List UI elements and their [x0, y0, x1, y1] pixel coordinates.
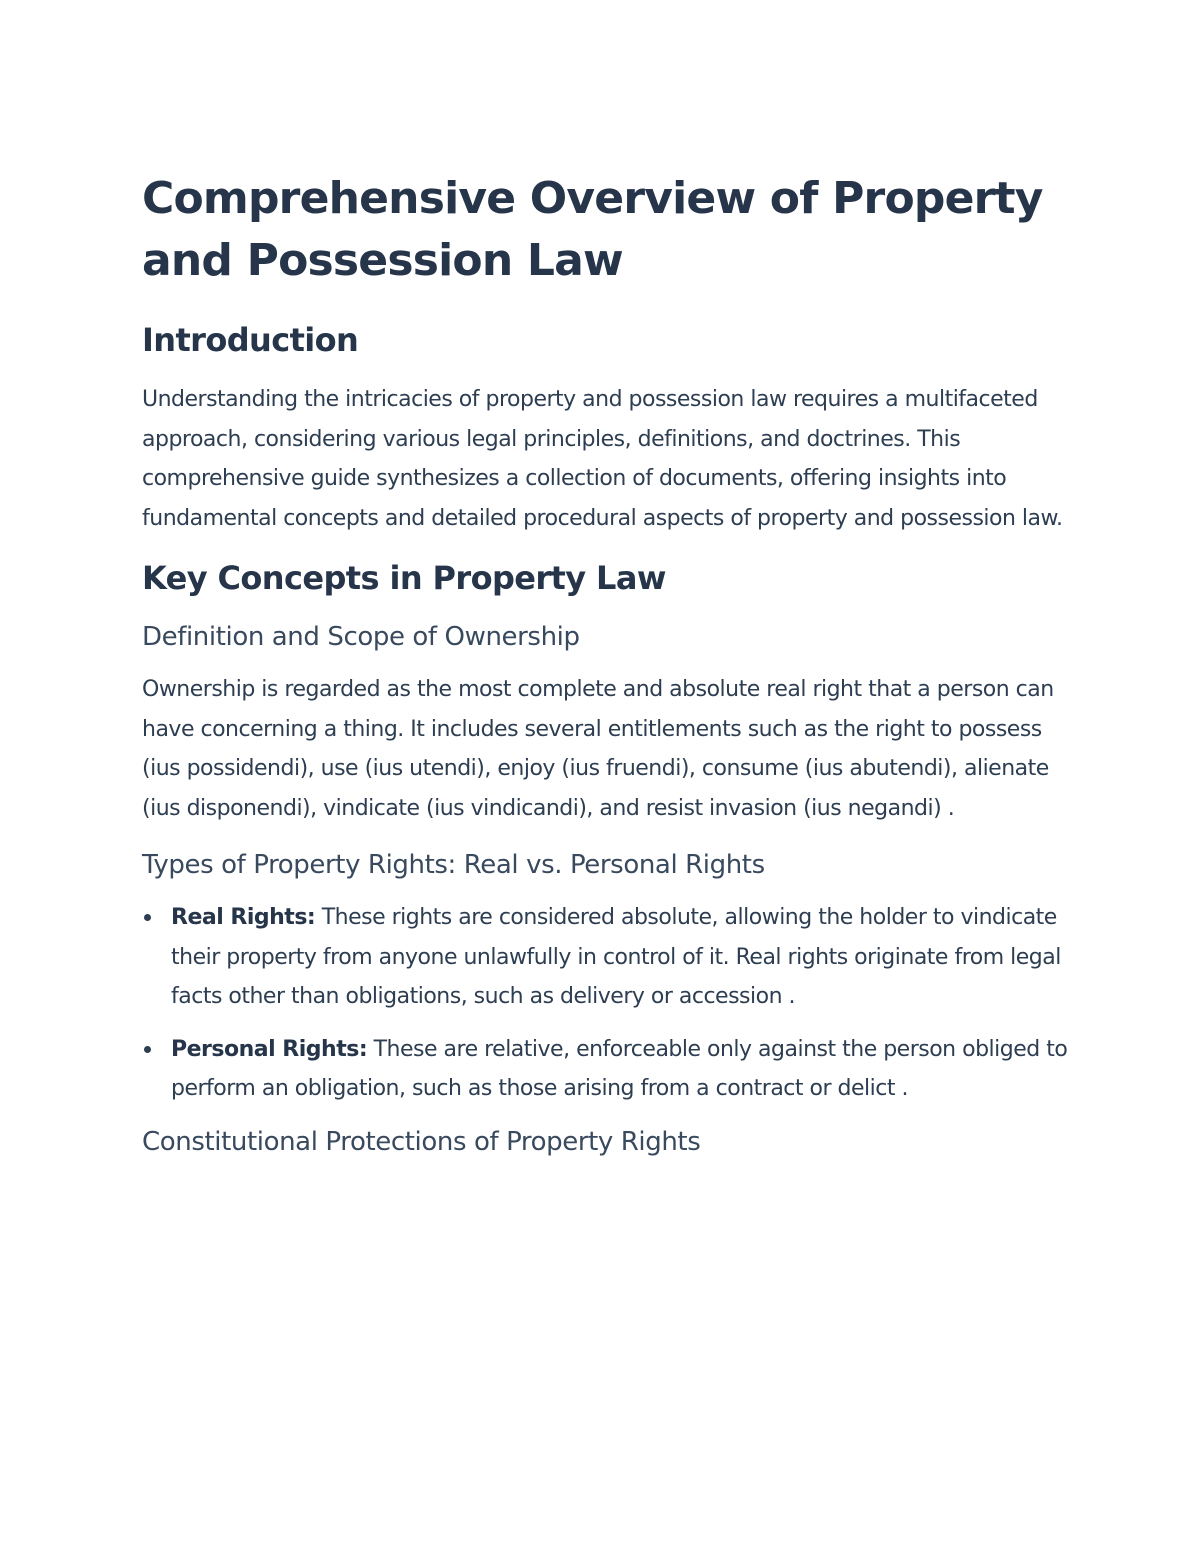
- personal-rights-term: Personal Rights:: [171, 1036, 368, 1062]
- list-item-personal-rights: [142, 1030, 1072, 1109]
- document-title: Comprehensive Overview of Property and Possession Law: [142, 173, 1043, 286]
- ownership-paragraph: Ownership is regarded as the most complete and absolute real right that a person can have concerning a thing. It includes several entitlements such as the right to possess (ius possidendi), use (ius utendi), enjoy (ius fruendi), consume (ius abutendi), alienate (ius disponendi), vindicate (ius vindicandi), and resist invasion (ius negandi) .: [142, 677, 1054, 821]
- bullet-icon: [144, 914, 151, 921]
- bullet-icon: [144, 1046, 151, 1053]
- constitutional-heading: Constitutional Protections of Property Rights: [142, 1126, 701, 1157]
- document-page: [142, 168, 1072, 1175]
- list-item-real-rights: [142, 898, 1072, 1017]
- key-concepts-heading: Key Concepts in Property Law: [142, 559, 666, 597]
- ownership-heading: Definition and Scope of Ownership: [142, 622, 580, 652]
- introduction-heading: Introduction: [142, 321, 359, 359]
- rights-types-heading: Types of Property Rights: Real vs. Personal Rights: [142, 850, 765, 880]
- real-rights-text: These rights are considered absolute, allowing the holder to vindicate their property from anyone unlawfully in control of it. Real rights originate from legal facts other than obligations, such as delivery or accession .: [171, 905, 1061, 1009]
- introduction-paragraph: Understanding the intricacies of property and possession law requires a multifaceted approach, considering various legal principles, definitions, and doctrines. This comprehensive guide synthesizes a collection of documents, offering insights into fundamental concepts and detailed procedural aspects of property and possession law.: [142, 387, 1063, 531]
- personal-rights-text: These are relative, enforceable only against the person obliged to perform an obligation, such as those arising from a contract or delict .: [171, 1036, 1068, 1101]
- rights-types-list: [142, 898, 1072, 1109]
- real-rights-term: Real Rights:: [171, 905, 316, 930]
